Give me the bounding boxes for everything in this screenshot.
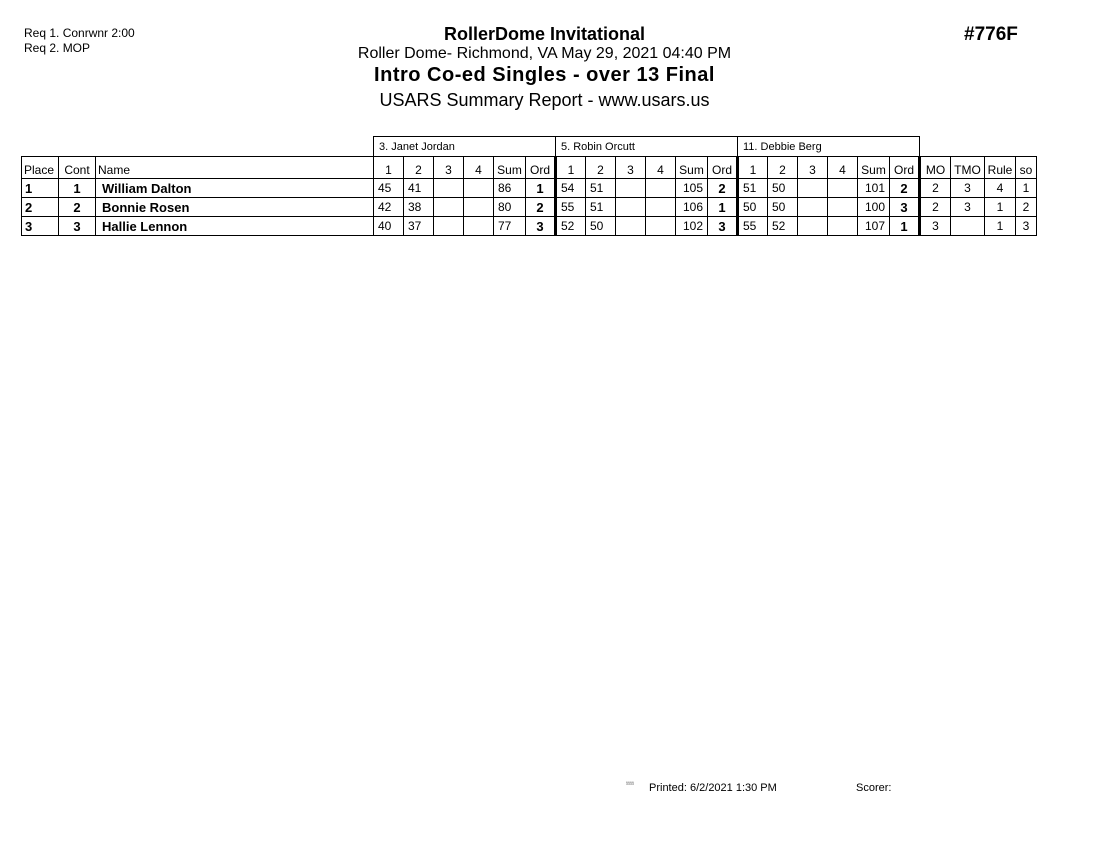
ord-cell: 2 xyxy=(890,179,920,198)
col-ord: Ord xyxy=(708,157,738,179)
col-score: 1 xyxy=(374,157,404,179)
sum-cell: 107 xyxy=(858,217,890,236)
skater-name: William Dalton xyxy=(96,179,374,198)
judge-name: 5. Robin Orcutt xyxy=(556,137,738,157)
table-row xyxy=(22,198,1037,217)
score-cell: 55 xyxy=(738,217,768,236)
score-cell xyxy=(616,179,646,198)
sum-cell: 102 xyxy=(676,217,708,236)
score-cell: 52 xyxy=(556,217,586,236)
col-rule: Rule xyxy=(985,157,1016,179)
sum-cell: 100 xyxy=(858,198,890,217)
score-cell: 51 xyxy=(586,198,616,217)
score-cell: 55 xyxy=(556,198,586,217)
col-score: 4 xyxy=(464,157,494,179)
judge-name: 3. Janet Jordan xyxy=(374,137,556,157)
so-cell: 1 xyxy=(1016,179,1037,198)
col-place: Place xyxy=(22,157,59,179)
ord-cell: 1 xyxy=(890,217,920,236)
col-so: so xyxy=(1016,157,1037,179)
event-code: #776F xyxy=(964,24,1018,45)
score-cell xyxy=(828,217,858,236)
mo-cell: 2 xyxy=(920,179,951,198)
col-score: 3 xyxy=(434,157,464,179)
col-sum: Sum xyxy=(676,157,708,179)
sum-cell: 86 xyxy=(494,179,526,198)
col-score: 2 xyxy=(586,157,616,179)
ord-cell: 2 xyxy=(708,179,738,198)
tmo-cell: 3 xyxy=(951,198,985,217)
score-cell: 50 xyxy=(768,198,798,217)
table-row xyxy=(22,179,1037,198)
score-cell xyxy=(616,217,646,236)
col-score: 2 xyxy=(404,157,434,179)
skater-name: Hallie Lennon xyxy=(96,217,374,236)
col-score: 2 xyxy=(768,157,798,179)
score-cell: 41 xyxy=(404,179,434,198)
score-cell: 42 xyxy=(374,198,404,217)
score-cell xyxy=(464,179,494,198)
ord-cell: 3 xyxy=(708,217,738,236)
col-score: 4 xyxy=(828,157,858,179)
footer-mark: ¹¹¹¹ xyxy=(626,782,634,788)
event-name: Intro Co-ed Singles - over 13 Final xyxy=(374,64,715,86)
score-cell: 37 xyxy=(404,217,434,236)
cont-cell: 1 xyxy=(59,179,96,198)
col-ord: Ord xyxy=(890,157,920,179)
col-name: Name xyxy=(96,157,374,179)
scorer-label: Scorer: xyxy=(856,782,892,794)
mo-cell: 3 xyxy=(920,217,951,236)
score-cell xyxy=(434,198,464,217)
ord-cell: 1 xyxy=(708,198,738,217)
so-cell: 3 xyxy=(1016,217,1037,236)
score-cell xyxy=(464,217,494,236)
tmo-cell: 3 xyxy=(951,179,985,198)
score-cell: 51 xyxy=(738,179,768,198)
score-cell xyxy=(434,179,464,198)
score-cell xyxy=(434,217,464,236)
skater-name: Bonnie Rosen xyxy=(96,198,374,217)
col-mo: MO xyxy=(920,157,951,179)
column-header-row xyxy=(22,157,1037,179)
col-ord: Ord xyxy=(526,157,556,179)
cont-cell: 2 xyxy=(59,198,96,217)
score-cell: 38 xyxy=(404,198,434,217)
rule-cell: 1 xyxy=(985,217,1016,236)
score-cell: 50 xyxy=(768,179,798,198)
cont-cell: 3 xyxy=(59,217,96,236)
place-cell: 3 xyxy=(22,217,59,236)
results-table xyxy=(21,136,1037,236)
so-cell: 2 xyxy=(1016,198,1037,217)
score-cell xyxy=(798,217,828,236)
table-row xyxy=(22,217,1037,236)
score-cell xyxy=(798,198,828,217)
sum-cell: 77 xyxy=(494,217,526,236)
score-cell xyxy=(646,217,676,236)
tmo-cell xyxy=(951,217,985,236)
ord-cell: 1 xyxy=(526,179,556,198)
score-cell xyxy=(646,198,676,217)
score-cell: 50 xyxy=(586,217,616,236)
rule-cell: 1 xyxy=(985,198,1016,217)
col-score: 3 xyxy=(616,157,646,179)
score-cell: 40 xyxy=(374,217,404,236)
mo-cell: 2 xyxy=(920,198,951,217)
judge-header-row xyxy=(22,137,1037,157)
venue-date: Roller Dome- Richmond, VA May 29, 2021 04:40 PM xyxy=(357,45,732,62)
score-cell: 50 xyxy=(738,198,768,217)
score-cell: 45 xyxy=(374,179,404,198)
ord-cell: 2 xyxy=(526,198,556,217)
col-tmo: TMO xyxy=(951,157,985,179)
col-score: 1 xyxy=(738,157,768,179)
score-cell: 52 xyxy=(768,217,798,236)
judge-name: 11. Debbie Berg xyxy=(738,137,920,157)
place-cell: 1 xyxy=(22,179,59,198)
score-cell xyxy=(616,198,646,217)
ord-cell: 3 xyxy=(890,198,920,217)
col-sum: Sum xyxy=(858,157,890,179)
sum-cell: 106 xyxy=(676,198,708,217)
sum-cell: 101 xyxy=(858,179,890,198)
score-cell xyxy=(828,198,858,217)
competition-title: RollerDome Invitational xyxy=(443,24,646,44)
requirement-2: Req 2. MOP xyxy=(24,41,91,55)
score-cell xyxy=(798,179,828,198)
score-cell: 51 xyxy=(586,179,616,198)
rule-cell: 4 xyxy=(985,179,1016,198)
report-title: USARS Summary Report - www.usars.us xyxy=(379,90,710,110)
requirement-1: Req 1. Conrwnr 2:00 xyxy=(24,26,135,40)
ord-cell: 3 xyxy=(526,217,556,236)
score-cell xyxy=(646,179,676,198)
score-cell xyxy=(464,198,494,217)
printed-timestamp: Printed: 6/2/2021 1:30 PM xyxy=(649,782,777,794)
sum-cell: 105 xyxy=(676,179,708,198)
col-score: 3 xyxy=(798,157,828,179)
col-score: 4 xyxy=(646,157,676,179)
col-cont: Cont xyxy=(59,157,96,179)
col-score: 1 xyxy=(556,157,586,179)
score-cell xyxy=(828,179,858,198)
sum-cell: 80 xyxy=(494,198,526,217)
score-cell: 54 xyxy=(556,179,586,198)
place-cell: 2 xyxy=(22,198,59,217)
col-sum: Sum xyxy=(494,157,526,179)
